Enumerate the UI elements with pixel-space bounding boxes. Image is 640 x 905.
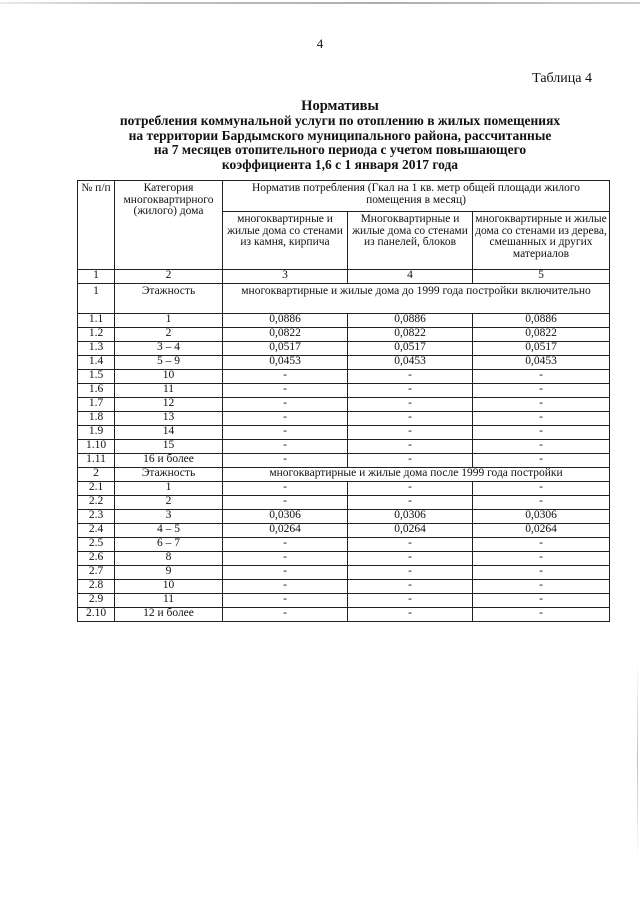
norm-value-wood-mixed: -: [473, 398, 610, 412]
norm-value-wood-mixed: -: [473, 552, 610, 566]
table-row: [78, 608, 610, 622]
norm-value-stone-brick: 0,0306: [223, 510, 348, 524]
table-header-row: [78, 181, 610, 212]
norm-value-wood-mixed: -: [473, 538, 610, 552]
column-number: 5: [473, 270, 610, 284]
table-row: [78, 314, 610, 328]
floors-category: 10: [115, 580, 223, 594]
column-number: 4: [348, 270, 473, 284]
row-number: 2.3: [78, 510, 115, 524]
floors-category: 15: [115, 440, 223, 454]
row-number: 1.11: [78, 454, 115, 468]
row-number: 1.7: [78, 398, 115, 412]
norm-value-panels-blocks: -: [348, 608, 473, 622]
norm-value-stone-brick: -: [223, 580, 348, 594]
norm-value-wood-mixed: -: [473, 608, 610, 622]
norm-value-panels-blocks: -: [348, 412, 473, 426]
section-description: многоквартирные и жилые дома до 1999 года постройки включительно: [223, 284, 610, 314]
row-number: 2.10: [78, 608, 115, 622]
row-number: 2.8: [78, 580, 115, 594]
norm-value-stone-brick: -: [223, 398, 348, 412]
table-row: [78, 580, 610, 594]
table-row: [78, 524, 610, 538]
header-num: № п/п: [78, 181, 115, 270]
header-norm-group: Норматив потребления (Гкал на 1 кв. метр общей площади жилого помещения в месяц): [223, 181, 610, 212]
norm-value-panels-blocks: 0,0306: [348, 510, 473, 524]
norm-value-stone-brick: 0,0264: [223, 524, 348, 538]
floors-category: 12: [115, 398, 223, 412]
norm-value-stone-brick: -: [223, 594, 348, 608]
row-number: 2.4: [78, 524, 115, 538]
norm-value-wood-mixed: -: [473, 566, 610, 580]
row-number: 1.6: [78, 384, 115, 398]
page-number: 4: [316, 36, 324, 51]
norm-value-panels-blocks: 0,0886: [348, 314, 473, 328]
row-number: 1.10: [78, 440, 115, 454]
row-number: 1.3: [78, 342, 115, 356]
section-label: Этажность: [115, 284, 223, 314]
norms-table: [77, 180, 610, 622]
column-number-row: [78, 270, 610, 284]
norm-value-stone-brick: 0,0517: [223, 342, 348, 356]
floors-category: 16 и более: [115, 454, 223, 468]
floors-category: 2: [115, 496, 223, 510]
table-row: [78, 384, 610, 398]
row-number: 2.9: [78, 594, 115, 608]
floors-category: 11: [115, 594, 223, 608]
table-row: [78, 356, 610, 370]
norm-value-stone-brick: -: [223, 482, 348, 496]
norm-value-wood-mixed: 0,0822: [473, 328, 610, 342]
row-number: 1.9: [78, 426, 115, 440]
norm-value-wood-mixed: -: [473, 580, 610, 594]
document-title: [60, 98, 620, 172]
norm-value-wood-mixed: -: [473, 454, 610, 468]
norm-value-stone-brick: -: [223, 440, 348, 454]
norm-value-panels-blocks: -: [348, 566, 473, 580]
table-row: [78, 566, 610, 580]
column-number: 3: [223, 270, 348, 284]
norm-value-panels-blocks: -: [348, 370, 473, 384]
norm-value-wood-mixed: -: [473, 440, 610, 454]
header-col3: многоквартирные и жилые дома со стенами из камня, кирпича: [223, 212, 348, 270]
header-col5: многоквартирные и жилые дома со стенами из дерева, смешанных и других материалов: [473, 212, 610, 270]
table-label: Таблица 4: [532, 71, 592, 86]
section-row-1: [78, 284, 610, 314]
norm-value-panels-blocks: -: [348, 594, 473, 608]
norm-value-stone-brick: 0,0822: [223, 328, 348, 342]
row-number: 2.2: [78, 496, 115, 510]
floors-category: 4 – 5: [115, 524, 223, 538]
row-number: 2.6: [78, 552, 115, 566]
scan-artifact-line: [0, 2, 640, 4]
norm-value-stone-brick: 0,0886: [223, 314, 348, 328]
table-row: [78, 482, 610, 496]
sheet-edge-shadow: [637, 660, 638, 860]
norm-value-wood-mixed: 0,0453: [473, 356, 610, 370]
table-row: [78, 412, 610, 426]
floors-category: 14: [115, 426, 223, 440]
table-row: [78, 594, 610, 608]
row-number: 1.1: [78, 314, 115, 328]
norm-value-stone-brick: 0,0453: [223, 356, 348, 370]
row-number: 1.2: [78, 328, 115, 342]
floors-category: 12 и более: [115, 608, 223, 622]
floors-category: 3 – 4: [115, 342, 223, 356]
norm-value-panels-blocks: -: [348, 398, 473, 412]
row-number: 2.1: [78, 482, 115, 496]
column-number: 2: [115, 270, 223, 284]
floors-category: 10: [115, 370, 223, 384]
norm-value-panels-blocks: -: [348, 580, 473, 594]
title-line-3: на территории Бардымского муниципального района, рассчитанные: [128, 127, 552, 143]
title-line-2: потребления коммунальной услуги по отоплению в жилых помещениях: [119, 113, 561, 128]
table-row: [78, 426, 610, 440]
floors-category: 1: [115, 314, 223, 328]
norm-value-stone-brick: -: [223, 412, 348, 426]
table-row: [78, 342, 610, 356]
floors-category: 3: [115, 510, 223, 524]
row-number: 2.7: [78, 566, 115, 580]
row-number: 1.4: [78, 356, 115, 370]
floors-category: 8: [115, 552, 223, 566]
norm-value-stone-brick: -: [223, 496, 348, 510]
title-line-4: на 7 месяцев отопительного периода с учетом повышающего: [153, 142, 527, 157]
row-number: 2.5: [78, 538, 115, 552]
norm-value-wood-mixed: 0,0306: [473, 510, 610, 524]
norm-value-wood-mixed: -: [473, 594, 610, 608]
section-num: 2: [78, 468, 115, 482]
floors-category: 9: [115, 566, 223, 580]
floors-category: 5 – 9: [115, 356, 223, 370]
norm-value-stone-brick: -: [223, 566, 348, 580]
floors-category: 1: [115, 482, 223, 496]
norm-value-wood-mixed: -: [473, 384, 610, 398]
section-label: Этажность: [115, 468, 223, 482]
norm-value-panels-blocks: -: [348, 496, 473, 510]
title-line-1: Нормативы: [301, 98, 379, 114]
norm-value-wood-mixed: 0,0264: [473, 524, 610, 538]
norm-value-wood-mixed: -: [473, 426, 610, 440]
section-description: многоквартирные и жилые дома после 1999 года постройки: [223, 468, 610, 482]
norm-value-wood-mixed: -: [473, 412, 610, 426]
norm-value-panels-blocks: 0,0453: [348, 356, 473, 370]
norm-value-wood-mixed: -: [473, 496, 610, 510]
norm-value-stone-brick: -: [223, 538, 348, 552]
norm-value-wood-mixed: 0,0517: [473, 342, 610, 356]
section-row-2: [78, 468, 610, 482]
table-row: [78, 328, 610, 342]
norm-value-panels-blocks: -: [348, 440, 473, 454]
row-number: 1.5: [78, 370, 115, 384]
norm-value-stone-brick: -: [223, 384, 348, 398]
table-row: [78, 538, 610, 552]
title-line-5: коэффициента 1,6 с 1 января 2017 года: [221, 156, 459, 172]
norm-value-panels-blocks: 0,0517: [348, 342, 473, 356]
table-row: [78, 552, 610, 566]
norm-value-wood-mixed: -: [473, 370, 610, 384]
floors-category: 13: [115, 412, 223, 426]
header-category: Категория многоквартирного (жилого) дома: [115, 181, 223, 270]
norm-value-stone-brick: -: [223, 552, 348, 566]
table-row: [78, 496, 610, 510]
table-row: [78, 370, 610, 384]
norm-value-panels-blocks: -: [348, 426, 473, 440]
norm-value-panels-blocks: -: [348, 482, 473, 496]
norm-value-stone-brick: -: [223, 370, 348, 384]
table-row: [78, 454, 610, 468]
table-row: [78, 398, 610, 412]
row-number: 1.8: [78, 412, 115, 426]
header-col4: Многоквартирные и жилые дома со стенами из панелей, блоков: [348, 212, 473, 270]
table-row: [78, 440, 610, 454]
norm-value-panels-blocks: -: [348, 538, 473, 552]
column-number: 1: [78, 270, 115, 284]
norm-value-wood-mixed: -: [473, 482, 610, 496]
norm-value-panels-blocks: -: [348, 454, 473, 468]
table-row: [78, 510, 610, 524]
floors-category: 2: [115, 328, 223, 342]
floors-category: 11: [115, 384, 223, 398]
section-num: 1: [78, 284, 115, 314]
floors-category: 6 – 7: [115, 538, 223, 552]
norm-value-stone-brick: -: [223, 608, 348, 622]
norm-value-panels-blocks: 0,0822: [348, 328, 473, 342]
norm-value-stone-brick: -: [223, 454, 348, 468]
norm-value-wood-mixed: 0,0886: [473, 314, 610, 328]
norm-value-panels-blocks: 0,0264: [348, 524, 473, 538]
norm-value-panels-blocks: -: [348, 384, 473, 398]
norm-value-panels-blocks: -: [348, 552, 473, 566]
norm-value-stone-brick: -: [223, 426, 348, 440]
